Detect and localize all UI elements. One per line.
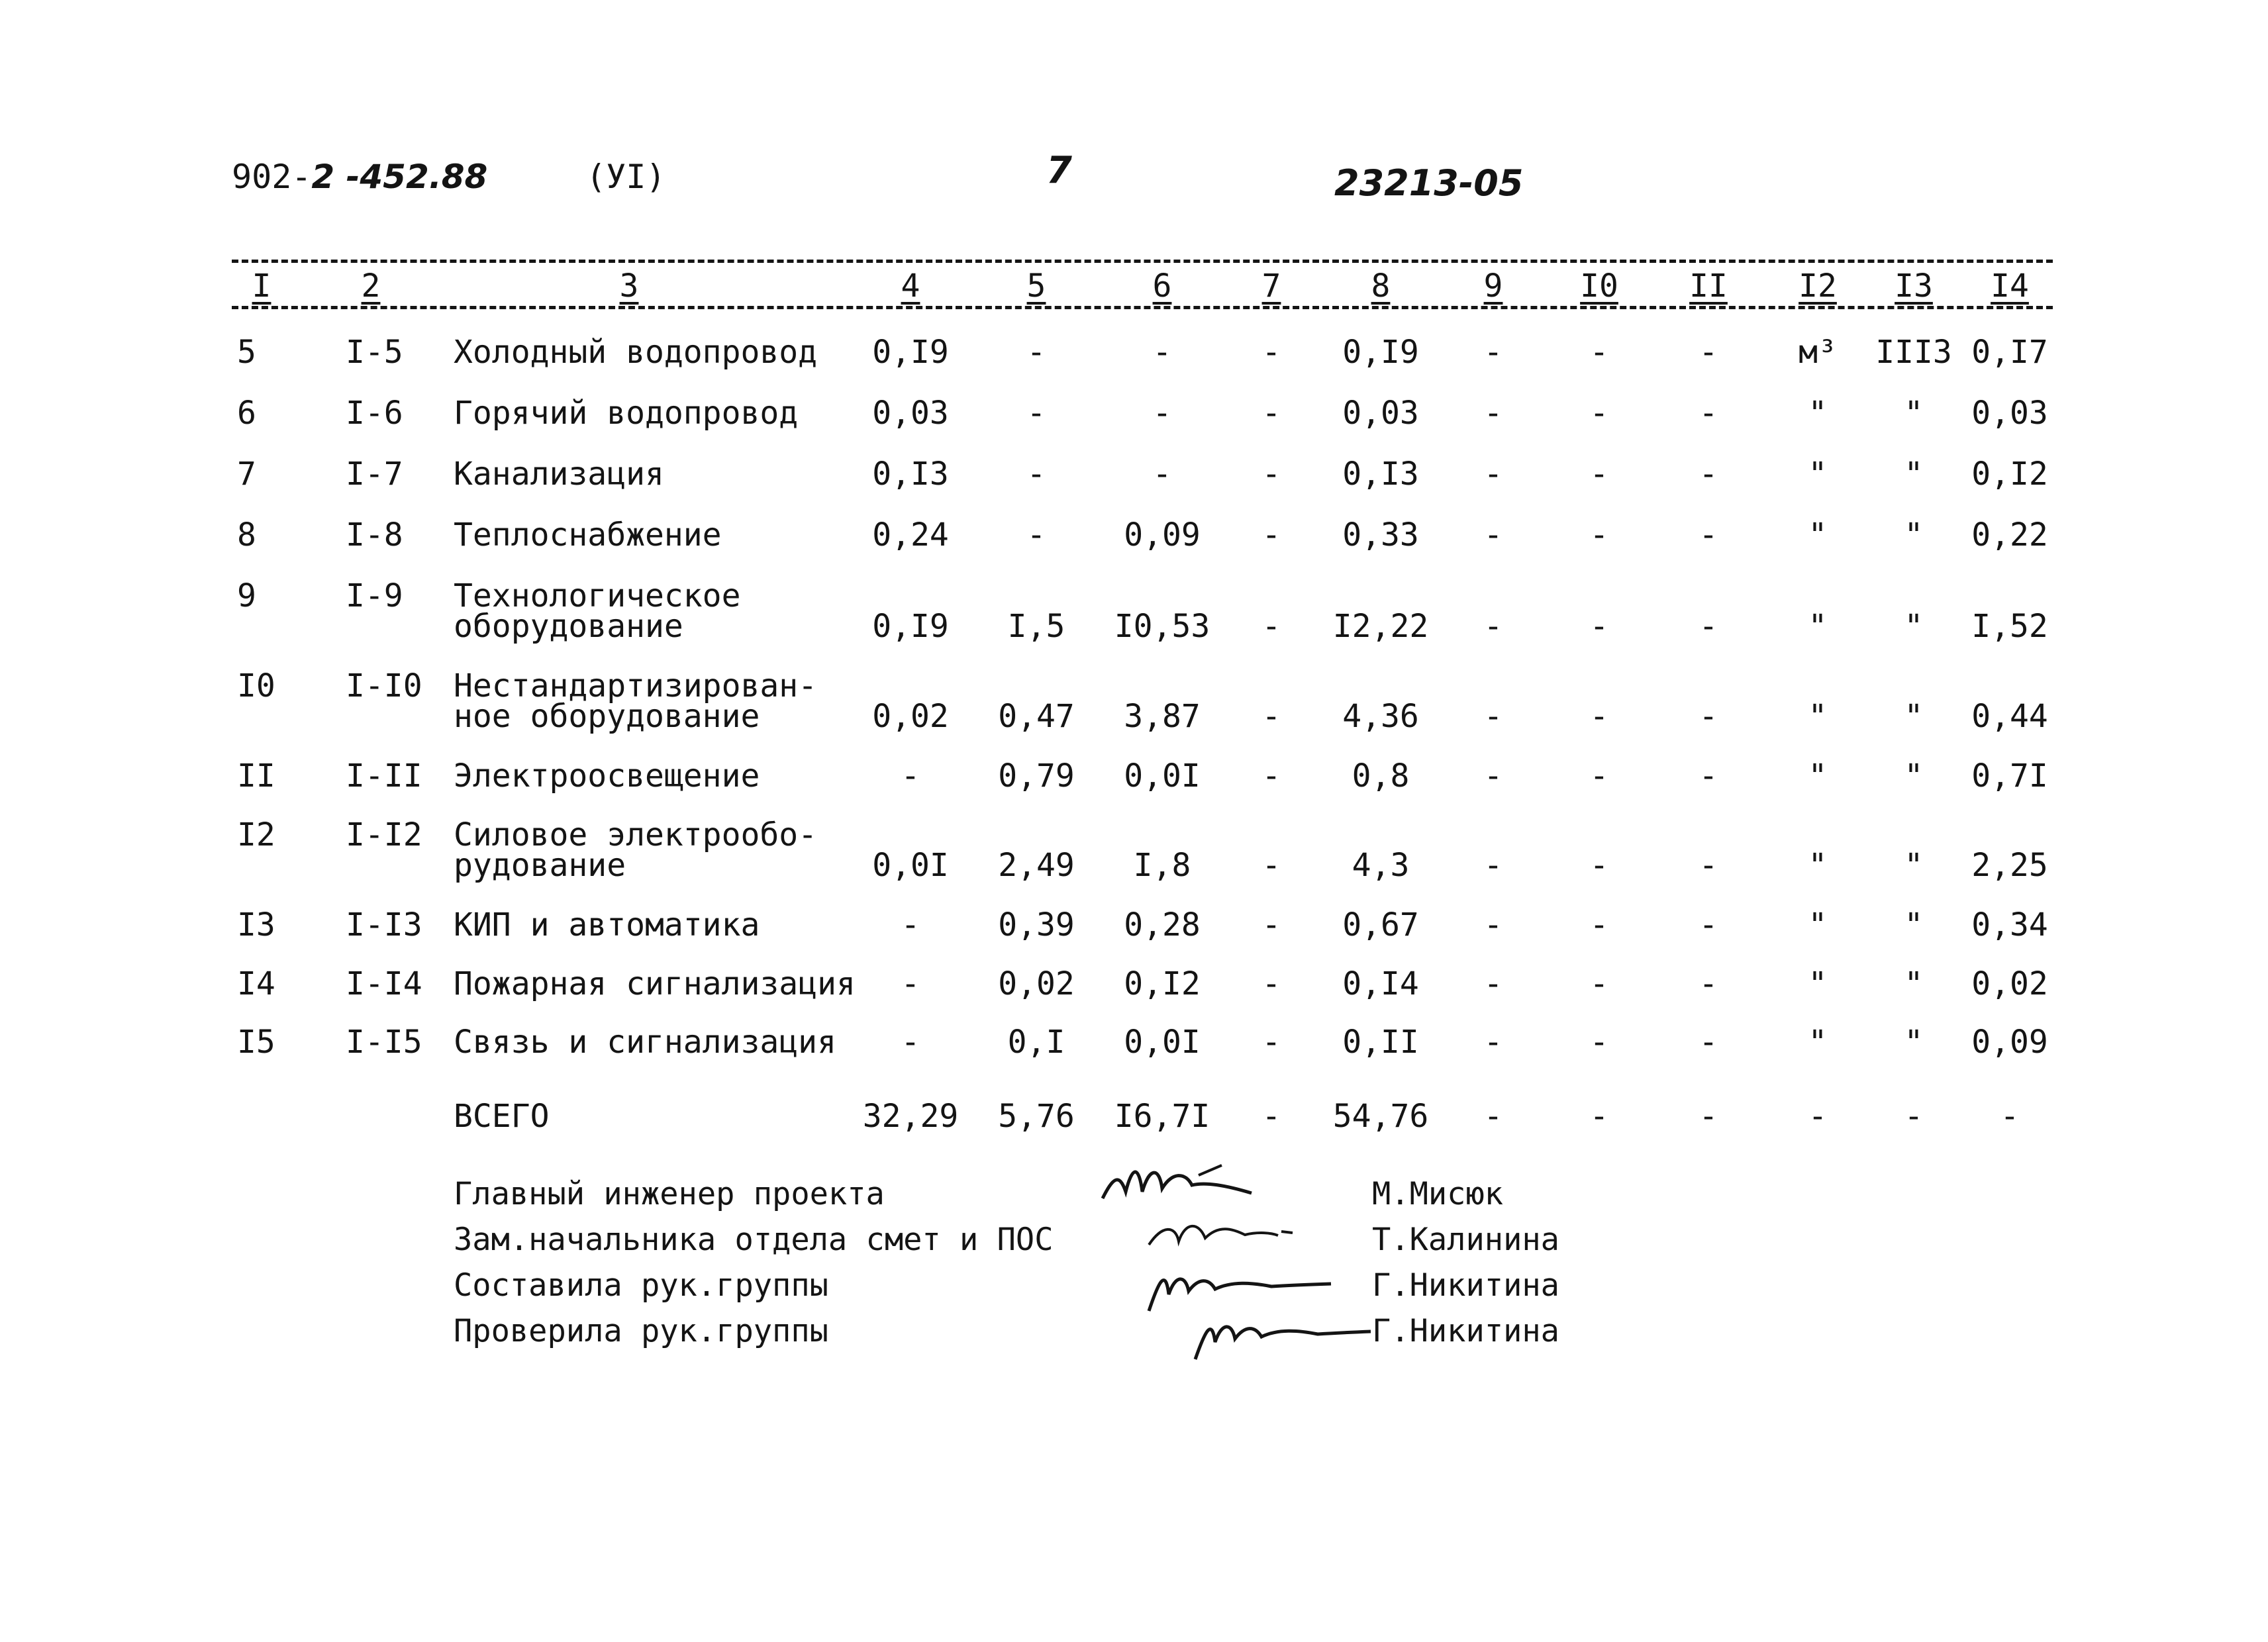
table-cell-code: I-I4 — [346, 965, 422, 1002]
table-cell-value: 0,8 — [1352, 757, 1410, 795]
table-cell-value: - — [1483, 395, 1503, 432]
table-cell-value: - — [1483, 965, 1503, 1002]
total-value: - — [2000, 1098, 2020, 1135]
table-cell-value: - — [1261, 608, 1281, 645]
table-cell-value: I,5 — [1007, 608, 1065, 645]
table-cell-value: " — [1904, 965, 1924, 1002]
table-cell-value: 0,7I — [1971, 757, 2048, 795]
table-cell-value: - — [1483, 698, 1503, 735]
table-cell-value: - — [1261, 456, 1281, 493]
table-cell-value: - — [1026, 516, 1046, 554]
table-cell-value: - — [1261, 757, 1281, 795]
table-cell-code: I-II — [346, 757, 422, 795]
table-cell-index: 8 — [237, 516, 256, 554]
table-cell-value: - — [1589, 456, 1609, 493]
total-value: 54,76 — [1332, 1098, 1429, 1135]
table-cell-value: - — [1589, 847, 1609, 884]
table-cell-value: - — [1261, 516, 1281, 554]
column-header: 5 — [1026, 267, 1046, 305]
signature-title: Проверила рук.группы — [454, 1313, 828, 1349]
table-cell-index: 5 — [237, 334, 256, 371]
signature-name: Г.Никитина — [1372, 1267, 1559, 1304]
table-cell-name: Связь и сигнализация — [454, 1024, 836, 1061]
total-value: - — [1483, 1098, 1503, 1135]
handwritten-signature — [1185, 1301, 1377, 1364]
table-cell-value: 0,02 — [872, 698, 949, 735]
table-cell-value: - — [1261, 395, 1281, 432]
table-cell-value: - — [1152, 456, 1172, 493]
doc-code — [232, 158, 487, 196]
table-cell-value: " — [1808, 516, 1828, 554]
table-cell-value: 0,22 — [1971, 516, 2048, 554]
table-cell-index: I5 — [237, 1024, 275, 1061]
table-cell-name: Технологическое — [454, 577, 741, 614]
table-cell-value: I,52 — [1971, 608, 2048, 645]
column-header: 8 — [1371, 267, 1391, 305]
column-header: 2 — [361, 267, 381, 305]
total-value: - — [1589, 1098, 1609, 1135]
column-header: I2 — [1799, 267, 1837, 305]
doc-code-printed: 902- — [232, 158, 312, 196]
table-cell-code: I-6 — [346, 395, 403, 432]
signature-title: Составила рук.группы — [454, 1267, 828, 1304]
table-cell-value: " — [1904, 395, 1924, 432]
table-cell-value: - — [1699, 906, 1718, 943]
total-value: 5,76 — [998, 1098, 1075, 1135]
table-cell-value: 0,33 — [1342, 516, 1419, 554]
table-cell-value: - — [1261, 906, 1281, 943]
volume-label: (УI) — [586, 158, 666, 196]
total-value: - — [1808, 1098, 1828, 1135]
total-value: - — [1699, 1098, 1718, 1135]
table-cell-value: - — [1589, 516, 1609, 554]
table-cell-value: 0,39 — [998, 906, 1075, 943]
table-cell-code: I-8 — [346, 516, 403, 554]
table-cell-value: " — [1904, 1024, 1924, 1061]
header-bottom-rule — [232, 306, 2053, 309]
table-cell-name: Горячий водопровод — [454, 395, 799, 432]
table-cell-value: " — [1904, 847, 1924, 884]
table-cell-index: I4 — [237, 965, 275, 1002]
signature-title: Зам.начальника отдела смет и ПОС — [454, 1222, 1054, 1258]
table-cell-value: 0,0I — [1124, 1024, 1201, 1061]
table-cell-name: рудование — [454, 847, 626, 884]
table-cell-value: 4,36 — [1342, 698, 1419, 735]
table-cell-value: " — [1808, 847, 1828, 884]
column-header: I3 — [1895, 267, 1933, 305]
table-cell-value: - — [1261, 1024, 1281, 1061]
table-cell-value: - — [1589, 1024, 1609, 1061]
table-cell-code: I-I2 — [346, 816, 422, 853]
table-cell-value: 2,49 — [998, 847, 1075, 884]
table-cell-value: - — [1589, 698, 1609, 735]
table-cell-code: I-7 — [346, 456, 403, 493]
column-header: 4 — [901, 267, 920, 305]
table-cell-value: - — [1589, 906, 1609, 943]
table-cell-value: - — [1699, 516, 1718, 554]
table-cell-name: Силовое электрообо- — [454, 816, 818, 853]
table-cell-value: - — [901, 906, 920, 943]
table-cell-value: - — [1152, 334, 1172, 371]
table-cell-value: 0,03 — [1342, 395, 1419, 432]
table-cell-value: " — [1808, 757, 1828, 795]
doc-code-handwritten: 2 -452.88 — [311, 158, 488, 196]
table-cell-index: 9 — [237, 577, 256, 614]
table-cell-value: - — [1699, 757, 1718, 795]
table-cell-value: 0,79 — [998, 757, 1075, 795]
table-cell-value: - — [1483, 456, 1503, 493]
table-cell-value: 0,03 — [1971, 395, 2048, 432]
table-cell-value: I0,53 — [1114, 608, 1210, 645]
table-cell-value: 0,I4 — [1342, 965, 1419, 1002]
table-cell-value: " — [1808, 456, 1828, 493]
table-cell-value: м³ — [1799, 334, 1837, 371]
column-header: 9 — [1483, 267, 1503, 305]
table-cell-value: I,8 — [1133, 847, 1191, 884]
table-cell-value: 0,I3 — [1342, 456, 1419, 493]
table-cell-value: - — [1026, 456, 1046, 493]
page-number: 7 — [1046, 149, 1072, 192]
table-cell-index: I2 — [237, 816, 275, 853]
table-cell-value: 0,03 — [872, 395, 949, 432]
handwritten-signature — [1146, 1205, 1298, 1258]
table-cell-name: Электроосвещение — [454, 757, 760, 795]
table-cell-value: 0,II — [1342, 1024, 1419, 1061]
table-cell-value: 2,25 — [1971, 847, 2048, 884]
table-cell-value: - — [901, 1024, 920, 1061]
table-cell-value: " — [1808, 965, 1828, 1002]
table-cell-value: - — [1261, 334, 1281, 371]
table-cell-value: - — [901, 965, 920, 1002]
table-cell-value: 0,47 — [998, 698, 1075, 735]
table-cell-value: 0,09 — [1124, 516, 1201, 554]
table-cell-value: - — [1699, 456, 1718, 493]
total-value: I6,7I — [1114, 1098, 1210, 1135]
table-cell-value: 0,44 — [1971, 698, 2048, 735]
table-cell-value: - — [1589, 395, 1609, 432]
table-cell-index: I3 — [237, 906, 275, 943]
table-cell-value: 0,I — [1007, 1024, 1065, 1061]
table-cell-value: " — [1904, 698, 1924, 735]
table-cell-value: - — [1261, 698, 1281, 735]
table-cell-value: 0,34 — [1971, 906, 2048, 943]
table-cell-value: - — [901, 757, 920, 795]
table-cell-value: 0,I7 — [1971, 334, 2048, 371]
table-cell-name: Канализация — [454, 456, 664, 493]
column-header: 7 — [1261, 267, 1281, 305]
column-header: II — [1689, 267, 1728, 305]
handwritten-signature — [1099, 1152, 1271, 1212]
table-cell-value: - — [1699, 1024, 1718, 1061]
table-cell-value: 0,0I — [1124, 757, 1201, 795]
table-cell-value: - — [1699, 847, 1718, 884]
table-cell-value: " — [1808, 395, 1828, 432]
table-cell-value: I2,22 — [1332, 608, 1429, 645]
table-cell-code: I-I3 — [346, 906, 422, 943]
table-cell-value: " — [1904, 516, 1924, 554]
signature-name: Т.Калинина — [1372, 1222, 1559, 1258]
total-value: - — [1904, 1098, 1924, 1135]
table-cell-value: - — [1699, 698, 1718, 735]
table-cell-name: Нестандартизирован- — [454, 667, 818, 704]
column-header: 6 — [1152, 267, 1172, 305]
table-cell-value: 0,02 — [1971, 965, 2048, 1002]
table-cell-code: I-I5 — [346, 1024, 422, 1061]
table-cell-value: " — [1904, 456, 1924, 493]
table-cell-value: 0,I9 — [872, 334, 949, 371]
table-cell-value: 0,67 — [1342, 906, 1419, 943]
table-cell-value: 0,I9 — [1342, 334, 1419, 371]
table-cell-value: 0,02 — [998, 965, 1075, 1002]
table-cell-value: 0,I2 — [1971, 456, 2048, 493]
table-cell-value: 3,87 — [1124, 698, 1201, 735]
table-cell-value: - — [1483, 847, 1503, 884]
table-cell-value: 4,3 — [1352, 847, 1410, 884]
table-cell-value: - — [1483, 1024, 1503, 1061]
table-cell-value: - — [1026, 334, 1046, 371]
table-cell-value: - — [1483, 334, 1503, 371]
column-header: I4 — [1991, 267, 2029, 305]
table-cell-value: " — [1808, 608, 1828, 645]
table-cell-value: - — [1589, 965, 1609, 1002]
reference-number: 23213-05 — [1334, 162, 1524, 204]
table-cell-value: " — [1808, 698, 1828, 735]
table-cell-name: Теплоснабжение — [454, 516, 722, 554]
table-cell-name: Пожарная сигнализация — [454, 965, 856, 1002]
table-cell-value: 0,I9 — [872, 608, 949, 645]
total-label: ВСЕГО — [454, 1098, 550, 1135]
table-cell-code: I-5 — [346, 334, 403, 371]
header-top-rule — [232, 260, 2053, 263]
table-cell-index: II — [237, 757, 275, 795]
total-value: - — [1261, 1098, 1281, 1135]
table-cell-value: - — [1483, 608, 1503, 645]
table-cell-name: Холодный водопровод — [454, 334, 818, 371]
table-cell-value: - — [1699, 965, 1718, 1002]
table-cell-value: - — [1261, 847, 1281, 884]
table-cell-value: - — [1261, 965, 1281, 1002]
table-cell-value: - — [1699, 334, 1718, 371]
signature-title: Главный инженер проекта — [454, 1176, 885, 1212]
table-cell-name: оборудование — [454, 608, 683, 645]
column-header: I0 — [1580, 267, 1618, 305]
table-cell-value: 0,09 — [1971, 1024, 2048, 1061]
column-header: 3 — [619, 267, 639, 305]
table-cell-value: - — [1589, 334, 1609, 371]
table-cell-value: - — [1699, 395, 1718, 432]
table-cell-index: 7 — [237, 456, 256, 493]
table-cell-value: " — [1904, 757, 1924, 795]
table-cell-code: I-9 — [346, 577, 403, 614]
table-cell-value: " — [1808, 906, 1828, 943]
table-cell-index: 6 — [237, 395, 256, 432]
table-cell-value: 0,I2 — [1124, 965, 1201, 1002]
table-cell-code: I-I0 — [346, 667, 422, 704]
table-cell-value: " — [1808, 1024, 1828, 1061]
signature-name: М.Мисюк — [1372, 1176, 1504, 1212]
table-cell-value: - — [1589, 757, 1609, 795]
table-cell-value: - — [1483, 757, 1503, 795]
table-cell-value: - — [1483, 516, 1503, 554]
column-header: I — [252, 267, 271, 305]
table-cell-value: 0,24 — [872, 516, 949, 554]
table-cell-index: I0 — [237, 667, 275, 704]
table-cell-value: III3 — [1875, 334, 1952, 371]
table-cell-value: - — [1152, 395, 1172, 432]
signature-name: Г.Никитина — [1372, 1313, 1559, 1349]
table-cell-value: 0,I3 — [872, 456, 949, 493]
table-cell-value: " — [1904, 906, 1924, 943]
table-cell-name: КИП и автоматика — [454, 906, 760, 943]
table-cell-value: - — [1589, 608, 1609, 645]
table-cell-value: - — [1483, 906, 1503, 943]
table-cell-value: - — [1026, 395, 1046, 432]
total-value: 32,29 — [862, 1098, 959, 1135]
table-cell-value: 0,0I — [872, 847, 949, 884]
table-cell-name: ное оборудование — [454, 698, 760, 735]
table-cell-value: " — [1904, 608, 1924, 645]
table-cell-value: - — [1699, 608, 1718, 645]
table-cell-value: 0,28 — [1124, 906, 1201, 943]
